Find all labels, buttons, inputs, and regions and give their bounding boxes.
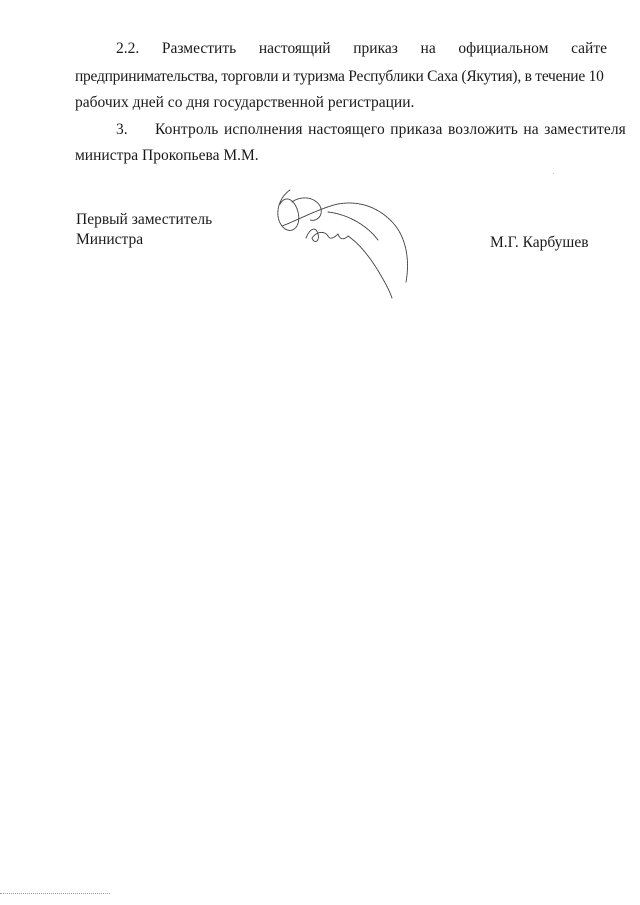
- paragraph-2-2-word: Разместить: [161, 40, 237, 57]
- paragraph-3-line-2: министра Прокопьева М.М.: [75, 147, 259, 164]
- paragraph-2-2-word: на: [420, 40, 436, 57]
- scan-edge-dots: [0, 893, 110, 896]
- signatory-name: М.Г. Карбушев: [490, 234, 589, 251]
- paragraph-3-number: 3.: [116, 121, 128, 138]
- paragraph-2-2-word: сайте: [571, 40, 607, 57]
- signatory-title-line-1: Первый заместитель: [76, 211, 213, 228]
- handwritten-signature: [268, 182, 418, 302]
- signatory-title-line-2: Министра: [76, 231, 144, 248]
- paragraph-2-2-line-3: рабочих дней со дня государственной регистрации.: [75, 94, 415, 111]
- paragraph-2-2-word: официальном: [458, 40, 549, 57]
- paragraph-3-line-1: Контроль исполнения настоящего приказа возложить на заместителя: [155, 121, 626, 138]
- scan-speck: [553, 173, 554, 174]
- paragraph-2-2-word: настоящий: [258, 40, 331, 57]
- paragraph-2-2-line-2: предпринимательства, торговли и туризма Республики Саха (Якутия), в течение 10: [75, 68, 604, 85]
- paragraph-2-2-number: 2.2.: [116, 40, 140, 57]
- paragraph-2-2-line-1: [116, 39, 607, 59]
- paragraph-2-2-word: приказ: [353, 40, 398, 57]
